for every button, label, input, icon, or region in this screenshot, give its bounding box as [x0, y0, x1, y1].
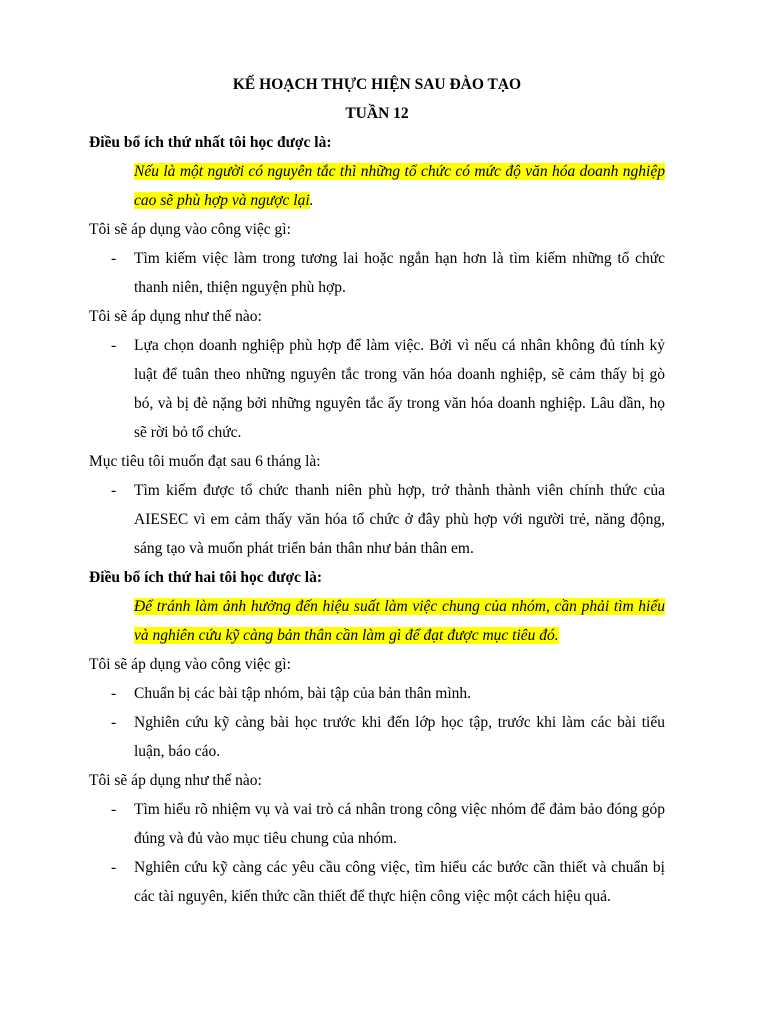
section-2-question-apply-what: Tôi sẽ áp dụng vào công việc gì: [89, 656, 291, 673]
list-item [89, 795, 665, 853]
section-1-quote-highlight: Nếu là một người có nguyên tắc thì những tổ chức có mức độ văn hóa doanh nghiệp cao sẽ phù hợp và ngược lại [134, 163, 665, 209]
section-1-question-apply-what: Tôi sẽ áp dụng vào công việc gì: [89, 221, 291, 238]
list-item-text: Nghiên cứu kỹ càng các yêu cầu công việc, tìm hiểu các bước cần thiết và chuẩn bị các tài nguyên, kiến thức cần thiết để thực hiện công việc một cách hiệu quả. [134, 859, 665, 905]
document-page [89, 70, 665, 911]
list-item-text: Tìm kiếm việc làm trong tương lai hoặc ngắn hạn hơn là tìm kiếm những tổ chức thanh niên, thiện nguyện phù hợp. [134, 250, 665, 296]
list-item [89, 679, 665, 708]
list-item-text: Tìm kiếm được tổ chức thanh niên phù hợp, trở thành thành viên chính thức của AIESEC vì em cảm thấy văn hóa tổ chức ở đây phù hợp với người trẻ, năng động, sáng tạo và muốn phát triển bản thân như bản thân em. [134, 482, 665, 557]
section-1-question-goal: Mục tiêu tôi muốn đạt sau 6 tháng là: [89, 453, 321, 470]
list-item-text: Nghiên cứu kỹ càng bài học trước khi đến lớp học tập, trước khi làm các bài tiểu luận, báo cáo. [134, 714, 665, 760]
section-1-question-apply-how: Tôi sẽ áp dụng như thế nào: [89, 308, 262, 325]
bullet-dash: - [111, 801, 117, 818]
list-item-text: Lựa chọn doanh nghiệp phù hợp để làm việc. Bởi vì nếu cá nhân không đủ tính kỷ luật để tuân theo những nguyên tắc trong văn hóa doanh nghiệp, sẽ cảm thấy bị gò bó, và bị đè nặng bởi những nguyên tắc ấy trong văn hóa doanh nghiệp. Lâu dần, họ sẽ rời bỏ tổ chức. [134, 337, 665, 441]
bullet-dash: - [111, 337, 117, 354]
bullet-dash: - [111, 859, 117, 876]
bullet-dash: - [111, 685, 117, 702]
section-1-quote-trailing: . [309, 192, 314, 209]
list-item [89, 476, 665, 563]
bullet-dash: - [111, 250, 117, 267]
list-item [89, 244, 665, 302]
section-2-quote [134, 592, 665, 650]
bullet-dash: - [111, 482, 117, 499]
list-item [89, 331, 665, 447]
section-2-question-apply-how: Tôi sẽ áp dụng như thế nào: [89, 772, 262, 789]
list-item-text: Chuẩn bị các bài tập nhóm, bài tập của bản thân mình. [134, 685, 472, 702]
document-title: KẾ HOẠCH THỰC HIỆN SAU ĐÀO TẠO [232, 76, 522, 93]
section-1-heading: Điều bổ ích thứ nhất tôi học được là: [89, 134, 332, 151]
list-item [89, 853, 665, 911]
section-1-quote [134, 157, 665, 215]
list-item [89, 708, 665, 766]
section-2-quote-highlight: Để tránh làm ảnh hưởng đến hiệu suất làm việc chung của nhóm, cần phải tìm hiểu và nghiên cứu kỹ càng bản thân cần làm gì để đạt được mục tiêu đó. [134, 598, 665, 644]
bullet-dash: - [111, 714, 117, 731]
document-subtitle: TUẦN 12 [345, 105, 409, 122]
section-2-heading: Điều bổ ích thứ hai tôi học được là: [89, 569, 323, 586]
list-item-text: Tìm hiểu rõ nhiệm vụ và vai trò cá nhân trong công việc nhóm để đảm bảo đóng góp đúng và đủ vào mục tiêu chung của nhóm. [134, 801, 665, 847]
